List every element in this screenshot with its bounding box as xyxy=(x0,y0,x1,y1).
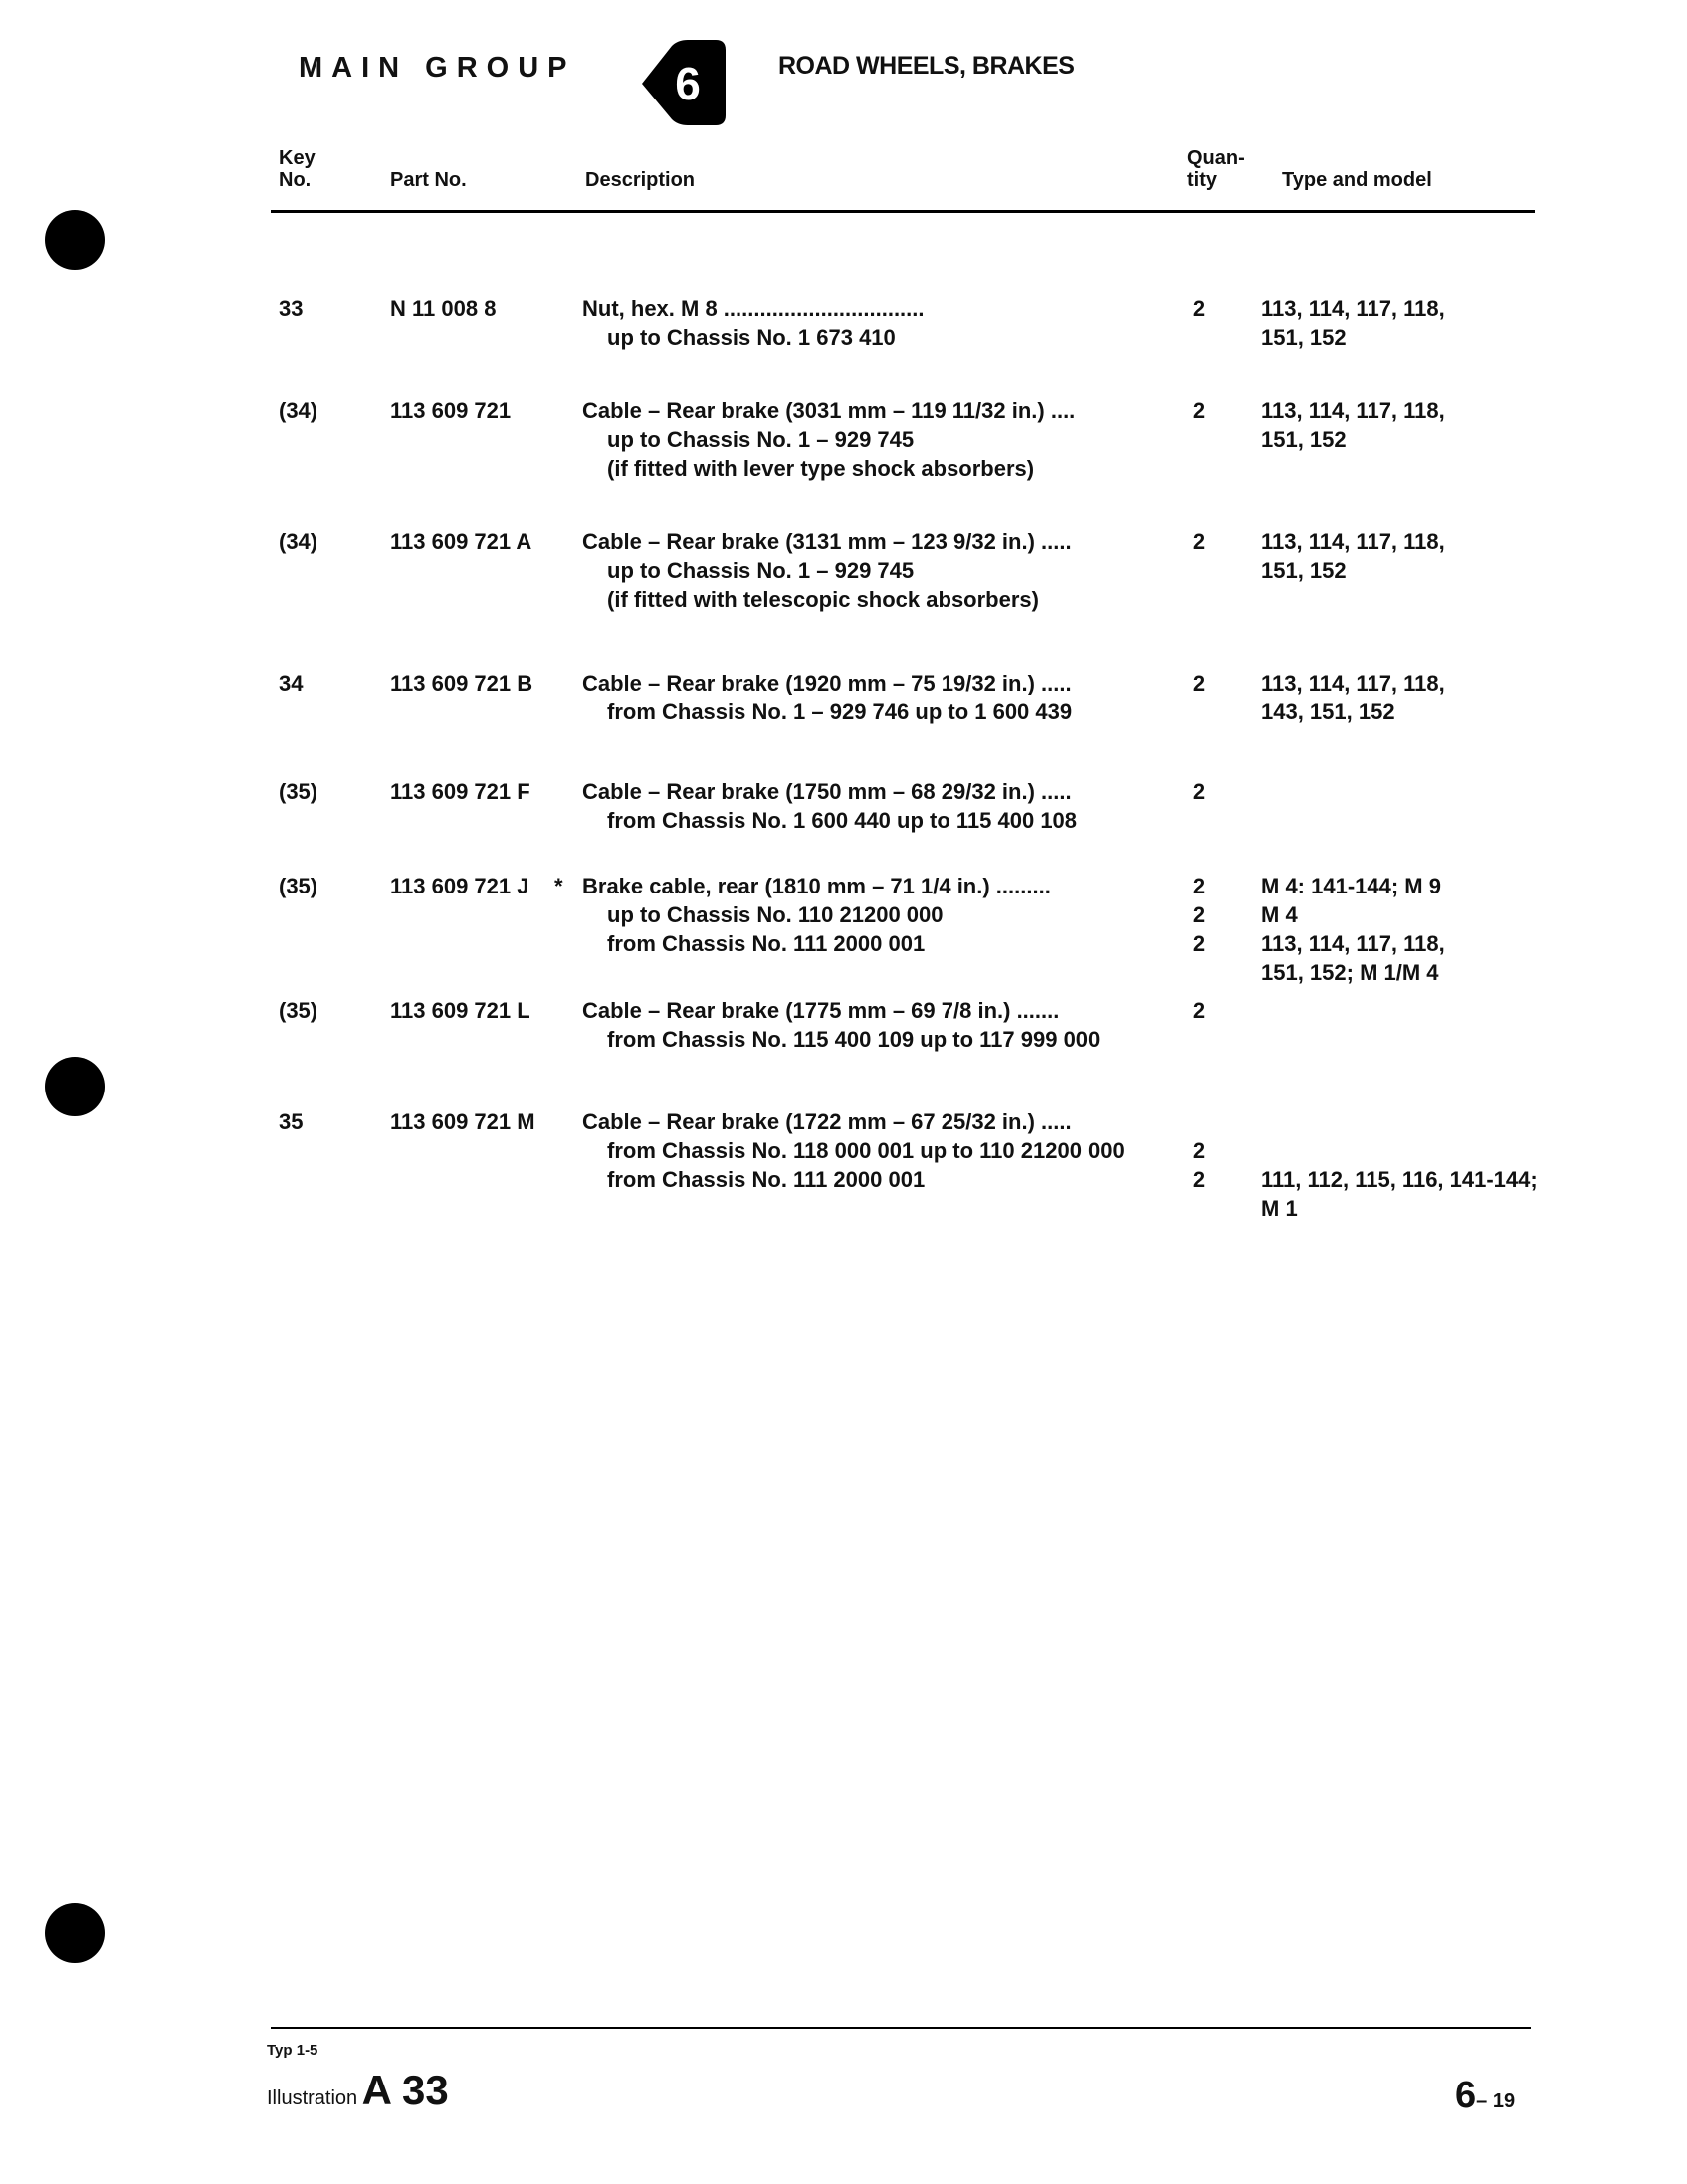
description-note: from Chassis No. 1 600 440 up to 115 400 108 xyxy=(607,808,1078,833)
description-text: Nut, hex. M 8 ................................. xyxy=(582,297,925,321)
description xyxy=(582,396,1155,483)
quantity-value: 2 xyxy=(1192,1167,1206,1192)
type-model-value: M 4: 141-144; M 9 xyxy=(1261,874,1441,898)
description xyxy=(582,872,1155,958)
type-model-value: 113, 114, 117, 118, xyxy=(1261,529,1445,554)
key-no: (34) xyxy=(279,529,318,554)
illustration-code: A 33 xyxy=(361,2067,449,2113)
page-number-sub: – 19 xyxy=(1476,2090,1516,2112)
col-description: Description xyxy=(585,169,696,191)
quantity-value: 2 xyxy=(1192,902,1206,927)
col-key-no-line2: No. xyxy=(279,169,312,191)
type-model-value: 151, 152 xyxy=(1261,325,1347,350)
description-note: from Chassis No. 1 – 929 746 up to 1 600 439 xyxy=(607,699,1073,724)
description-note: up to Chassis No. 1 673 410 xyxy=(607,325,896,350)
quantity-value: 2 xyxy=(1192,779,1206,804)
description xyxy=(582,1107,1155,1194)
page-number-main: 6 xyxy=(1455,2075,1477,2116)
part-no: 113 609 721 xyxy=(390,398,512,423)
key-no: 35 xyxy=(279,1109,304,1134)
part-no: N 11 008 8 xyxy=(390,297,497,321)
quantity-value: 2 xyxy=(1192,874,1206,898)
key-no: (35) xyxy=(279,779,318,804)
group-number: 6 xyxy=(675,58,701,109)
footer-illustration xyxy=(267,2067,449,2114)
description-text: Cable – Rear brake (1775 mm – 69 7/8 in.) ....... xyxy=(582,998,1060,1023)
part-no: 113 609 721 J xyxy=(390,874,529,898)
col-key-no xyxy=(279,147,316,191)
quantity-value: 2 xyxy=(1192,297,1206,321)
description-text: Cable – Rear brake (3131 mm – 123 9/32 in.) ..... xyxy=(582,529,1072,554)
type-model xyxy=(1261,669,1560,726)
description-note: up to Chassis No. 110 21200 000 xyxy=(607,902,944,927)
type-model-value: 151, 152 xyxy=(1261,427,1347,452)
col-key-no-line1: Key xyxy=(279,147,316,169)
col-quantity-line1: Quan- xyxy=(1187,147,1245,169)
description-note: (if fitted with telescopic shock absorbers) xyxy=(607,587,1039,612)
type-model-value xyxy=(1261,1107,1560,1136)
col-quantity xyxy=(1187,147,1245,191)
description xyxy=(582,669,1155,726)
description-note: (if fitted with lever type shock absorbers) xyxy=(607,456,1035,481)
quantity-value: 2 xyxy=(1192,1138,1206,1163)
quantity xyxy=(1187,527,1211,556)
punch-hole-middle xyxy=(45,1057,105,1116)
footer-typ: Typ 1-5 xyxy=(267,2042,318,2059)
quantity xyxy=(1187,777,1211,806)
page-header xyxy=(299,40,1533,129)
part-no: 113 609 721 M xyxy=(390,1109,535,1134)
type-model-value: 113, 114, 117, 118, xyxy=(1261,398,1445,423)
quantity xyxy=(1187,996,1211,1025)
type-model xyxy=(1261,527,1560,585)
type-model xyxy=(1261,295,1560,352)
description xyxy=(582,295,1155,352)
quantity-value xyxy=(1187,1107,1211,1136)
quantity xyxy=(1187,669,1211,697)
description-note: up to Chassis No. 1 – 929 745 xyxy=(607,427,915,452)
key-no: (35) xyxy=(279,998,318,1023)
part-no: 113 609 721 A xyxy=(390,529,532,554)
type-model xyxy=(1261,396,1560,454)
description-note: from Chassis No. 111 2000 001 xyxy=(607,931,926,956)
page-number xyxy=(1455,2075,1515,2117)
col-type-model: Type and model xyxy=(1282,169,1432,191)
col-part-no: Part No. xyxy=(390,169,467,191)
key-no: (34) xyxy=(279,398,318,423)
col-quantity-line2: tity xyxy=(1187,169,1217,191)
group-number-badge xyxy=(640,40,726,125)
type-model-value: 111, 112, 115, 116, 141-144; xyxy=(1261,1167,1538,1192)
description xyxy=(582,777,1155,835)
type-model xyxy=(1261,1107,1560,1223)
description-text: Cable – Rear brake (1722 mm – 67 25/32 in.) ..... xyxy=(582,1109,1072,1134)
punch-hole-bottom xyxy=(45,1903,105,1963)
quantity-value: 2 xyxy=(1192,398,1206,423)
description-note: up to Chassis No. 1 – 929 745 xyxy=(607,558,915,583)
type-model-value: 151, 152 xyxy=(1261,558,1347,583)
type-model-value: 113, 114, 117, 118, xyxy=(1261,671,1445,695)
key-no: (35) xyxy=(279,874,318,898)
quantity xyxy=(1187,1107,1211,1194)
quantity xyxy=(1187,295,1211,323)
part-no: 113 609 721 B xyxy=(390,671,533,695)
key-no: 33 xyxy=(279,297,304,321)
description-note: from Chassis No. 111 2000 001 xyxy=(607,1167,926,1192)
part-no: 113 609 721 L xyxy=(390,998,530,1023)
new-part-marker: * xyxy=(554,874,563,898)
description-text: Cable – Rear brake (3031 mm – 119 11/32 in.) .... xyxy=(582,398,1076,423)
quantity xyxy=(1187,396,1211,425)
illustration-label: Illustration xyxy=(267,2087,358,2109)
key-no: 34 xyxy=(279,671,304,695)
part-no: 113 609 721 F xyxy=(390,779,530,804)
quantity xyxy=(1187,872,1211,958)
group-title: ROAD WHEELS, BRAKES xyxy=(778,52,1075,80)
header-rule xyxy=(271,210,1535,213)
type-model-value xyxy=(1261,1136,1560,1165)
description-text: Cable – Rear brake (1920 mm – 75 19/32 in.) ..... xyxy=(582,671,1072,695)
main-group-label: MAIN GROUP xyxy=(299,52,576,84)
type-model-value: 113, 114, 117, 118, xyxy=(1261,297,1445,321)
type-model xyxy=(1261,872,1560,987)
description-text: Cable – Rear brake (1750 mm – 68 29/32 in.) ..... xyxy=(582,779,1072,804)
type-model-value: 143, 151, 152 xyxy=(1261,699,1395,724)
description xyxy=(582,527,1155,614)
quantity-value: 2 xyxy=(1192,529,1206,554)
description xyxy=(582,996,1155,1054)
description-note: from Chassis No. 118 000 001 up to 110 21200 000 xyxy=(607,1138,1125,1163)
type-model-value: 113, 114, 117, 118, xyxy=(1261,931,1445,956)
type-model-value: 151, 152; M 1/M 4 xyxy=(1261,960,1439,985)
description-note: from Chassis No. 115 400 109 up to 117 999 000 xyxy=(607,1027,1101,1052)
type-model-value: M 4 xyxy=(1261,902,1298,927)
punch-hole-top xyxy=(45,210,105,270)
description-text: Brake cable, rear (1810 mm – 71 1/4 in.) ......... xyxy=(582,874,1051,898)
quantity-value: 2 xyxy=(1192,998,1206,1023)
footer-rule xyxy=(271,2027,1531,2029)
quantity-value: 2 xyxy=(1192,671,1206,695)
quantity-value: 2 xyxy=(1192,931,1206,956)
type-model-value: M 1 xyxy=(1261,1196,1298,1221)
